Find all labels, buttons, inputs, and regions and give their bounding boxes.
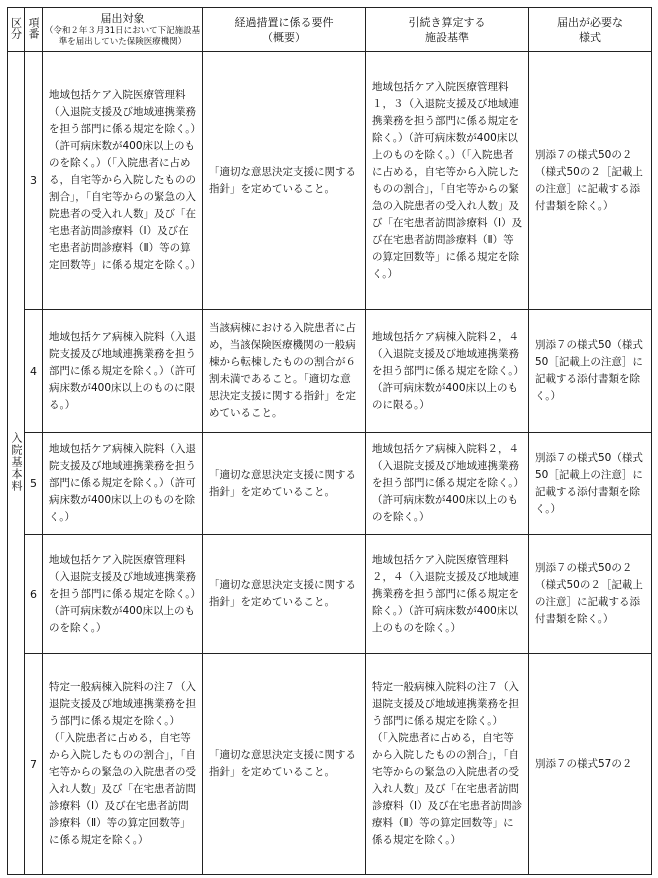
table-row bbox=[8, 433, 652, 535]
row-number: 3 bbox=[25, 52, 43, 310]
header-form-title: 届出が必要な bbox=[557, 15, 623, 29]
target-cell: 地域包括ケア病棟入院料（入退院支援及び地域連携業務を担う部門に係る規定を除く。）（許可病床数が400床以上のものに限る。） bbox=[43, 310, 203, 433]
form-cell: 別添７の様式50の２（様式50の２［記載上の注意］に記載する添付書類を除く。） bbox=[529, 52, 652, 310]
requirement-cell: 「適切な意思決定支援に関する指針」を定めていること。 bbox=[203, 654, 366, 875]
header-target bbox=[43, 8, 203, 52]
header-kouban: 項番 bbox=[25, 8, 43, 52]
header-requirement bbox=[203, 8, 366, 52]
form-cell: 別添７の様式50（様式50［記載上の注意］に記載する添付書類を除く。） bbox=[529, 433, 652, 535]
form-cell: 別添７の様式57の２ bbox=[529, 654, 652, 875]
form-cell: 別添７の様式50（様式50［記載上の注意］に記載する添付書類を除く。） bbox=[529, 310, 652, 433]
header-target-title: 届出対象 bbox=[100, 12, 145, 25]
table-row bbox=[8, 310, 652, 433]
continue-cell: 地域包括ケア入院医療管理料２，４（入退院支援及び地域連携業務を担う部門に係る規定を除く。）（許可病床数が400床以上のものを除く。） bbox=[366, 535, 529, 654]
header-form bbox=[529, 8, 652, 52]
row-number: 7 bbox=[25, 654, 43, 875]
requirement-cell: 当該病棟における入院患者に占め，当該保険医療機関の一般病棟から転棟したものの割合が６割未満であること。「適切な意思決定支援に関する指針」を定めていること。 bbox=[203, 310, 366, 433]
row-number: 4 bbox=[25, 310, 43, 433]
form-cell: 別添７の様式50の２（様式50の２［記載上の注意］に記載する添付書類を除く。） bbox=[529, 535, 652, 654]
header-kubun: 区分 bbox=[8, 8, 25, 52]
continue-cell: 地域包括ケア入院医療管理料１，３（入退院支援及び地域連携業務を担う部門に係る規定を除く。）（許可病床数が400床以上のものを除く。）（「入院患者に占める，自宅等から入院したものの割合」，「自宅等からの緊急の入院患者の受入れ人数」及び「在宅患者訪問診療料（Ⅰ）及び在宅患者訪問診療料（Ⅱ）等の算定回数等」に係る規定を除く。） bbox=[366, 52, 529, 310]
continue-cell: 地域包括ケア病棟入院料２，４（入退院支援及び地域連携業務を担う部門に係る規定を除く。）（許可病床数が400床以上のものに限る。） bbox=[366, 310, 529, 433]
header-requirement-sub: （概要） bbox=[262, 30, 306, 44]
header-target-note: （令和２年３月31日において下記施設基準を届出していた保険医療機関） bbox=[44, 26, 201, 47]
table-row bbox=[8, 52, 652, 310]
header-continue-sub: 施設基準 bbox=[425, 30, 469, 44]
target-cell: 地域包括ケア入院医療管理料（入退院支援及び地域連携業務を担う部門に係る規定を除く。）（許可病床数が400床以上のものを除く。） bbox=[43, 535, 203, 654]
target-cell: 特定一般病棟入院料の注７（入退院支援及び地域連携業務を担う部門に係る規定を除く。）（「入院患者に占める，自宅等から入院したものの割合」，「自宅等からの緊急の入院患者の受入れ人数」及び「在宅患者訪問診療料（Ⅰ）及び在宅患者訪問診療料（Ⅱ）等の算定回数等」に係る規定を除く。） bbox=[43, 654, 203, 875]
continue-cell: 特定一般病棟入院料の注７（入退院支援及び地域連携業務を担う部門に係る規定を除く。）（「入院患者に占める，自宅等から入院したものの割合」，「自宅等からの緊急の入院患者の受入れ人数」及び「在宅患者訪問診療料（Ⅰ）及び在宅患者訪問診療料（Ⅱ）等の算定回数等」に係る規定を除く。） bbox=[366, 654, 529, 875]
section-label: 入院基本料 bbox=[10, 431, 23, 492]
requirement-cell: 「適切な意思決定支援に関する指針」を定めていること。 bbox=[203, 52, 366, 310]
header-row bbox=[8, 8, 652, 52]
transitional-measures-table bbox=[7, 7, 652, 875]
continue-cell: 地域包括ケア病棟入院料２，４（入退院支援及び地域連携業務を担う部門に係る規定を除く。）（許可病床数が400床以上のものを除く。） bbox=[366, 433, 529, 535]
table-row bbox=[8, 654, 652, 875]
header-form-sub: 様式 bbox=[579, 30, 601, 44]
target-cell: 地域包括ケア病棟入院料（入退院支援及び地域連携業務を担う部門に係る規定を除く。）（許可病床数が400床以上のものを除く。） bbox=[43, 433, 203, 535]
header-requirement-title: 経過措置に係る要件 bbox=[234, 15, 334, 29]
header-continue bbox=[366, 8, 529, 52]
requirement-cell: 「適切な意思決定支援に関する指針」を定めていること。 bbox=[203, 535, 366, 654]
target-cell: 地域包括ケア入院医療管理料（入退院支援及び地域連携業務を担う部門に係る規定を除く。）（許可病床数が400床以上のものを除く。）（「入院患者に占める，自宅等から入院したものの割合」，「自宅等からの緊急の入院患者の受入れ人数」及び「在宅患者訪問診療料（Ⅰ）及び在宅患者訪問診療料（Ⅱ）等の算定回数等」に係る規定を除く。） bbox=[43, 52, 203, 310]
section-label-cell bbox=[8, 52, 25, 875]
header-continue-title: 引続き算定する bbox=[408, 15, 486, 29]
requirement-cell: 「適切な意思決定支援に関する指針」を定めていること。 bbox=[203, 433, 366, 535]
row-number: 5 bbox=[25, 433, 43, 535]
table-row bbox=[8, 535, 652, 654]
row-number: 6 bbox=[25, 535, 43, 654]
